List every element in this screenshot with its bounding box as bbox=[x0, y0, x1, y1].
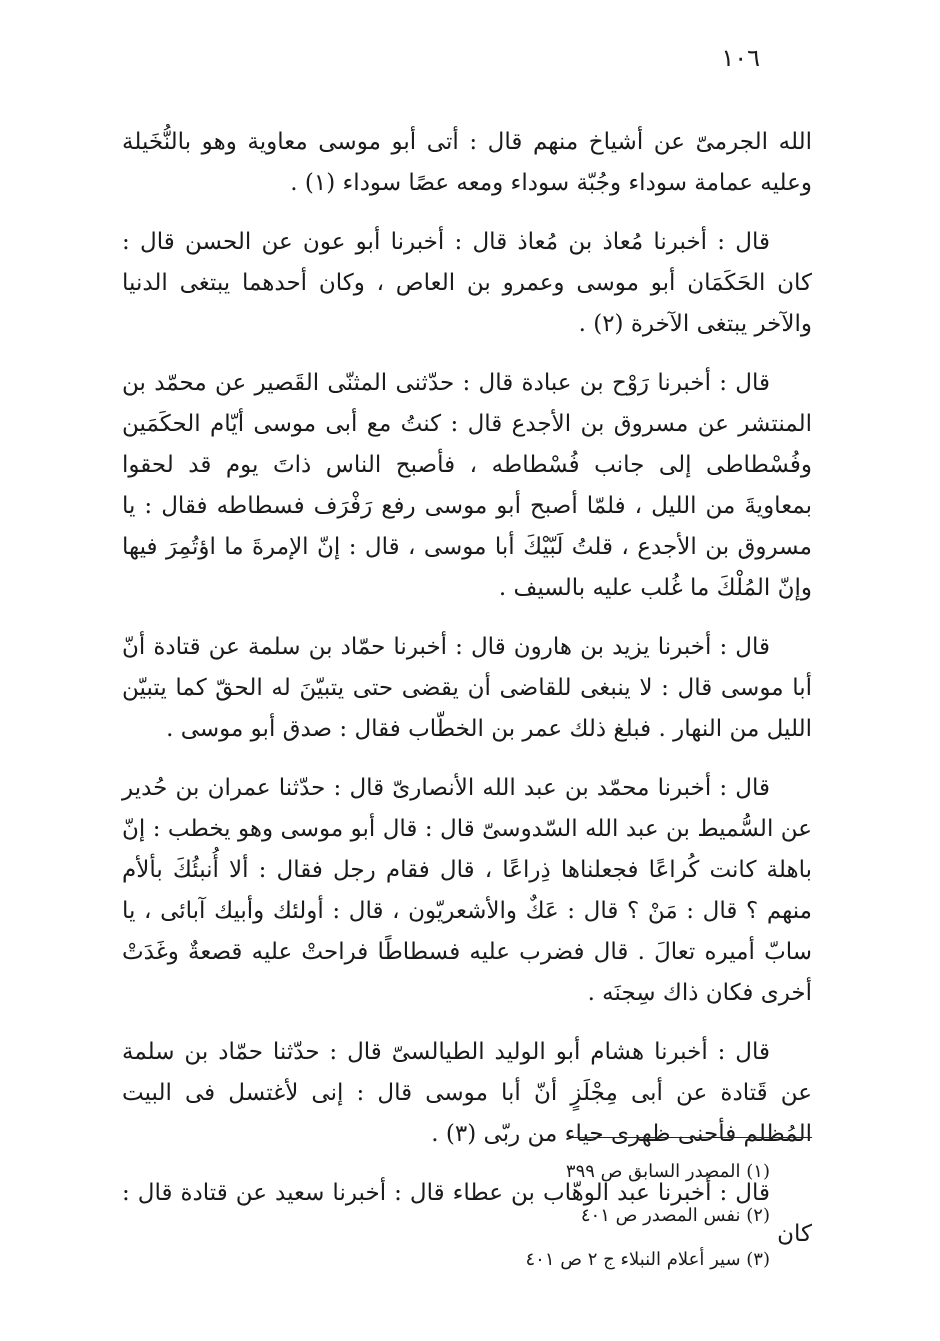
paragraph-4: قال : أخبرنا يزيد بن هارون قال : أخبرنا حمّاد بن سلمة عن قتادة أنّ أبا موسى قال : لا ينبغى للقاضى أن يقضى حتى يتبيّنَ له الحقّ كما يتبيّن الليل من النهار . فبلغ ذلك عمر بن الخطّاب فقال : صدق أبو موسى . bbox=[122, 634, 812, 742]
footnote-1: (١) المصدر السابق ص ٣٩٩ bbox=[565, 1161, 770, 1182]
footnote-2: (٢) نفس المصدر ص ٤٠١ bbox=[580, 1205, 770, 1226]
footnotes bbox=[250, 1150, 770, 1282]
main-text bbox=[122, 122, 812, 1273]
paragraph-7: قال : أخبرنا عبد الوهّاب بن عطاء قال : أخبرنا سعيد عن قتادة قال : كان bbox=[122, 1180, 812, 1247]
page-number: ١٠٦ bbox=[721, 44, 760, 72]
paragraph-6: قال : أخبرنا هشام أبو الوليد الطيالسىّ قال : حدّثنا حمّاد بن سلمة عن قَتادة عن أبى مِجْلَزٍ أنّ أبا موسى قال : إنى لأغتسل فى البيت المُظلم فأحنى ظهرى حياء من ربّى (٣) . bbox=[122, 1039, 812, 1147]
footnote-divider bbox=[572, 1137, 812, 1138]
paragraph-3: قال : أخبرنا رَوْح بن عبادة قال : حدّثنى المثنّى القَصير عن محمّد بن المنتشر عن مسروق بن الأجدع قال : كنتُ مع أبى موسى أيّام الحكَمَين وفُسْطاطى إلى جانب فُسْطاطه ، فأصبح الناس ذاتَ يوم قد لحقوا بمعاويةَ من الليل ، فلمّا أصبح أبو موسى رفع رَفْرَف فسطاطه فقال : يا مسروق بن الأجدع ، قلتُ لَبّيْكَ أبا موسى ، قال : إنّ الإمرةَ ما اؤتُمِرَ فيها وإنّ المُلْكَ ما غُلب عليه بالسيف . bbox=[122, 370, 812, 601]
paragraph-2: قال : أخبرنا مُعاذ بن مُعاذ قال : أخبرنا أبو عون عن الحسن قال : كان الحَكَمَان أبو موسى وعمرو بن العاص ، وكان أحدهما يبتغى الدنيا والآخر يبتغى الآخرة (٢) . bbox=[122, 229, 812, 337]
footnote-3: (٣) سير أعلام النبلاء ج ٢ ص ٤٠١ bbox=[525, 1249, 770, 1270]
paragraph-1: الله الجرمىّ عن أشياخ منهم قال : أتى أبو موسى معاوية وهو بالنُّخَيلة وعليه عمامة سوداء وجُبّة سوداء ومعه عصًا سوداء (١) . bbox=[122, 129, 812, 196]
paragraph-5: قال : أخبرنا محمّد بن عبد الله الأنصارىّ قال : حدّثنا عمران بن حُدير عن السُّميط بن عبد الله السّدوسىّ قال : قال أبو موسى وهو يخطب : إنّ باهلة كانت كُراعًا فجعلناها ذِراعًا ، قال فقام رجل فقال : ألا أُنبئُكَ بألأم منهم ؟ قال : مَنْ ؟ قال : عَكٌ والأشعريّون ، قال : أولئك وأبيك آبائى ، يا سابّ أميره تعالَ . قال فضرب عليه فسطاطًا فراحتْ عليه قصعةٌ وغَدَتْ أخرى فكان ذاك سِجنَه . bbox=[122, 775, 812, 1006]
